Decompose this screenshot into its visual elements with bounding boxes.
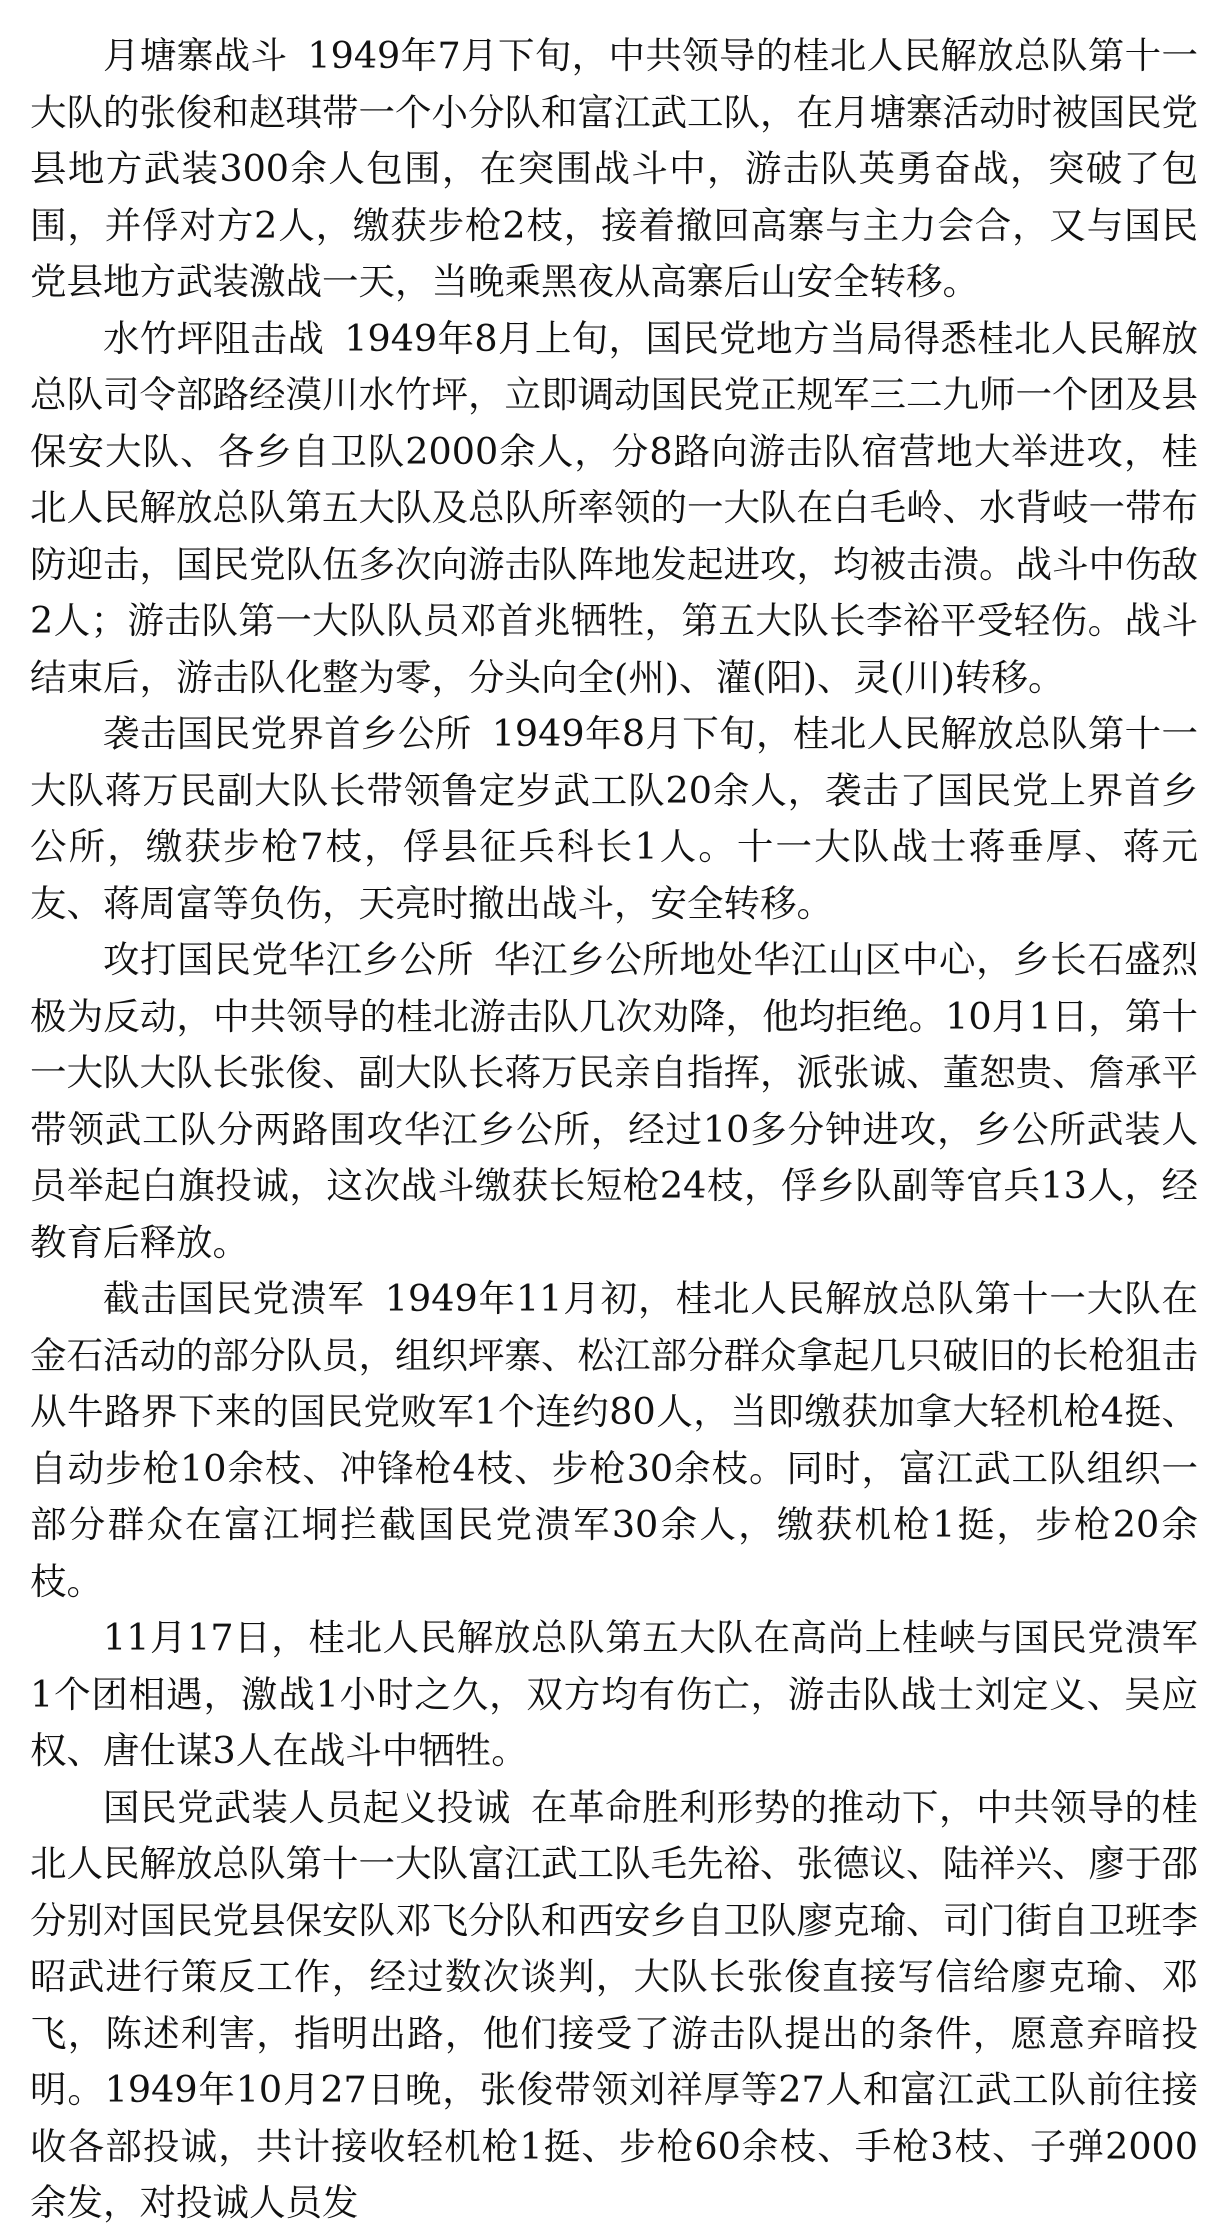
paragraph-heading: 月塘寨战斗: [103, 34, 288, 77]
paragraph-guixia-encounter: [30, 1610, 1198, 1780]
paragraph-body: 1949年7月下旬，中共领导的桂北人民解放总队第十一大队的张俊和赵琪带一个小分队和富江武工队，在月塘寨活动时被国民党县地方武装300余人包围，在突围战斗中，游击队英勇奋战，突破了包围，并俘对方2人，缴获步枪2枝，接着撤回高寨与主力会合，又与国民党县地方武装激战一天，当晚乘黑夜从高寨后山安全转移。: [30, 34, 1198, 303]
paragraph-body: 华江乡公所地处华江山区中心，乡长石盛烈极为反动，中共领导的桂北游击队几次劝降，他均拒绝。10月1日，第十一大队大队长张俊、副大队长蒋万民亲自指挥，派张诚、董恕贵、詹承平带领武工队分两路围攻华江乡公所，经过10多分钟进攻，乡公所武装人员举起白旗投诚，这次战斗缴获长短枪24枝，俘乡队副等官兵13人，经教育后释放。: [30, 938, 1199, 1264]
paragraph-yuetangzhai-battle: [30, 28, 1198, 311]
paragraph-heading: 截击国民党溃军: [103, 1277, 365, 1320]
paragraph-heading: 袭击国民党界首乡公所: [103, 712, 472, 755]
paragraph-huajiang-attack: [30, 932, 1198, 1271]
paragraph-intercept-retreat: [30, 1271, 1198, 1610]
paragraph-body: 1949年11月初，桂北人民解放总队第十一大队在金石活动的部分队员，组织坪寨、松江部分群众拿起几只破旧的长枪狙击从牛路界下来的国民党败军1个连约80人，当即缴获加拿大轻机枪4挺、自动步枪10余枝、冲锋枪4枝、步枪30余枝。同时，富江武工队组织一部分群众在富江垌拦截国民党溃军30余人，缴获机枪1挺，步枪20余枝。: [30, 1277, 1198, 1603]
paragraph-body: 在革命胜利形势的推动下，中共领导的桂北人民解放总队第十一大队富江武工队毛先裕、张德议、陆祥兴、廖于邵分别对国民党县保安队邓飞分队和西安乡自卫队廖克瑜、司门街自卫班李昭武进行策反工作，经过数次谈判，大队长张俊直接写信给廖克瑜、邓飞，陈述利害，指明出路，他们接受了游击队提出的条件，愿意弃暗投明。1949年10月27日晚，张俊带领刘祥厚等27人和富江武工队前往接收各部投诚，共计接收轻机枪1挺、步枪60余枝、手枪3枝、子弹2000余发，对投诚人员发: [30, 1785, 1199, 2224]
paragraph-heading: 攻打国民党华江乡公所: [103, 938, 474, 981]
paragraph-shuizhuping-ambush: [30, 311, 1198, 707]
paragraph-body: 1949年8月上旬，国民党地方当局得悉桂北人民解放总队司令部路经漠川水竹坪，立即调动国民党正规军三二九师一个团及县保安大队、各乡自卫队2000余人，分8路向游击队宿营地大举进攻，桂北人民解放总队第五大队及总队所率领的一大队在白毛岭、水背岐一带布防迎击，国民党队伍多次向游击队阵地发起进攻，均被击溃。战斗中伤敌2人；游击队第一大队队员邓首兆牺牲，第五大队长李裕平受轻伤。战斗结束后，游击队化整为零，分头向全(州)、灌(阳)、灵(川)转移。: [30, 316, 1198, 699]
paragraph-body: 1949年8月下旬，桂北人民解放总队第十一大队蒋万民副大队长带领鲁定岁武工队20余人，袭击了国民党上界首乡公所，缴获步枪7枝，俘县征兵科长1人。十一大队战士蒋垂厚、蒋元友、蒋周富等负伤，天亮时撤出战斗，安全转移。: [30, 712, 1198, 925]
paragraph-heading: 国民党武装人员起义投诚: [103, 1785, 511, 1829]
paragraph-heading: 水竹坪阻击战: [103, 316, 325, 360]
paragraph-body: 11月17日，桂北人民解放总队第五大队在高尚上桂峡与国民党溃军1个团相遇，激战1小时之久，双方均有伤亡，游击队战士刘定义、吴应权、唐仕谋3人在战斗中牺牲。: [30, 1616, 1198, 1772]
paragraph-uprising-surrender: [30, 1780, 1198, 2232]
paragraph-jieshou-raid: [30, 706, 1198, 932]
